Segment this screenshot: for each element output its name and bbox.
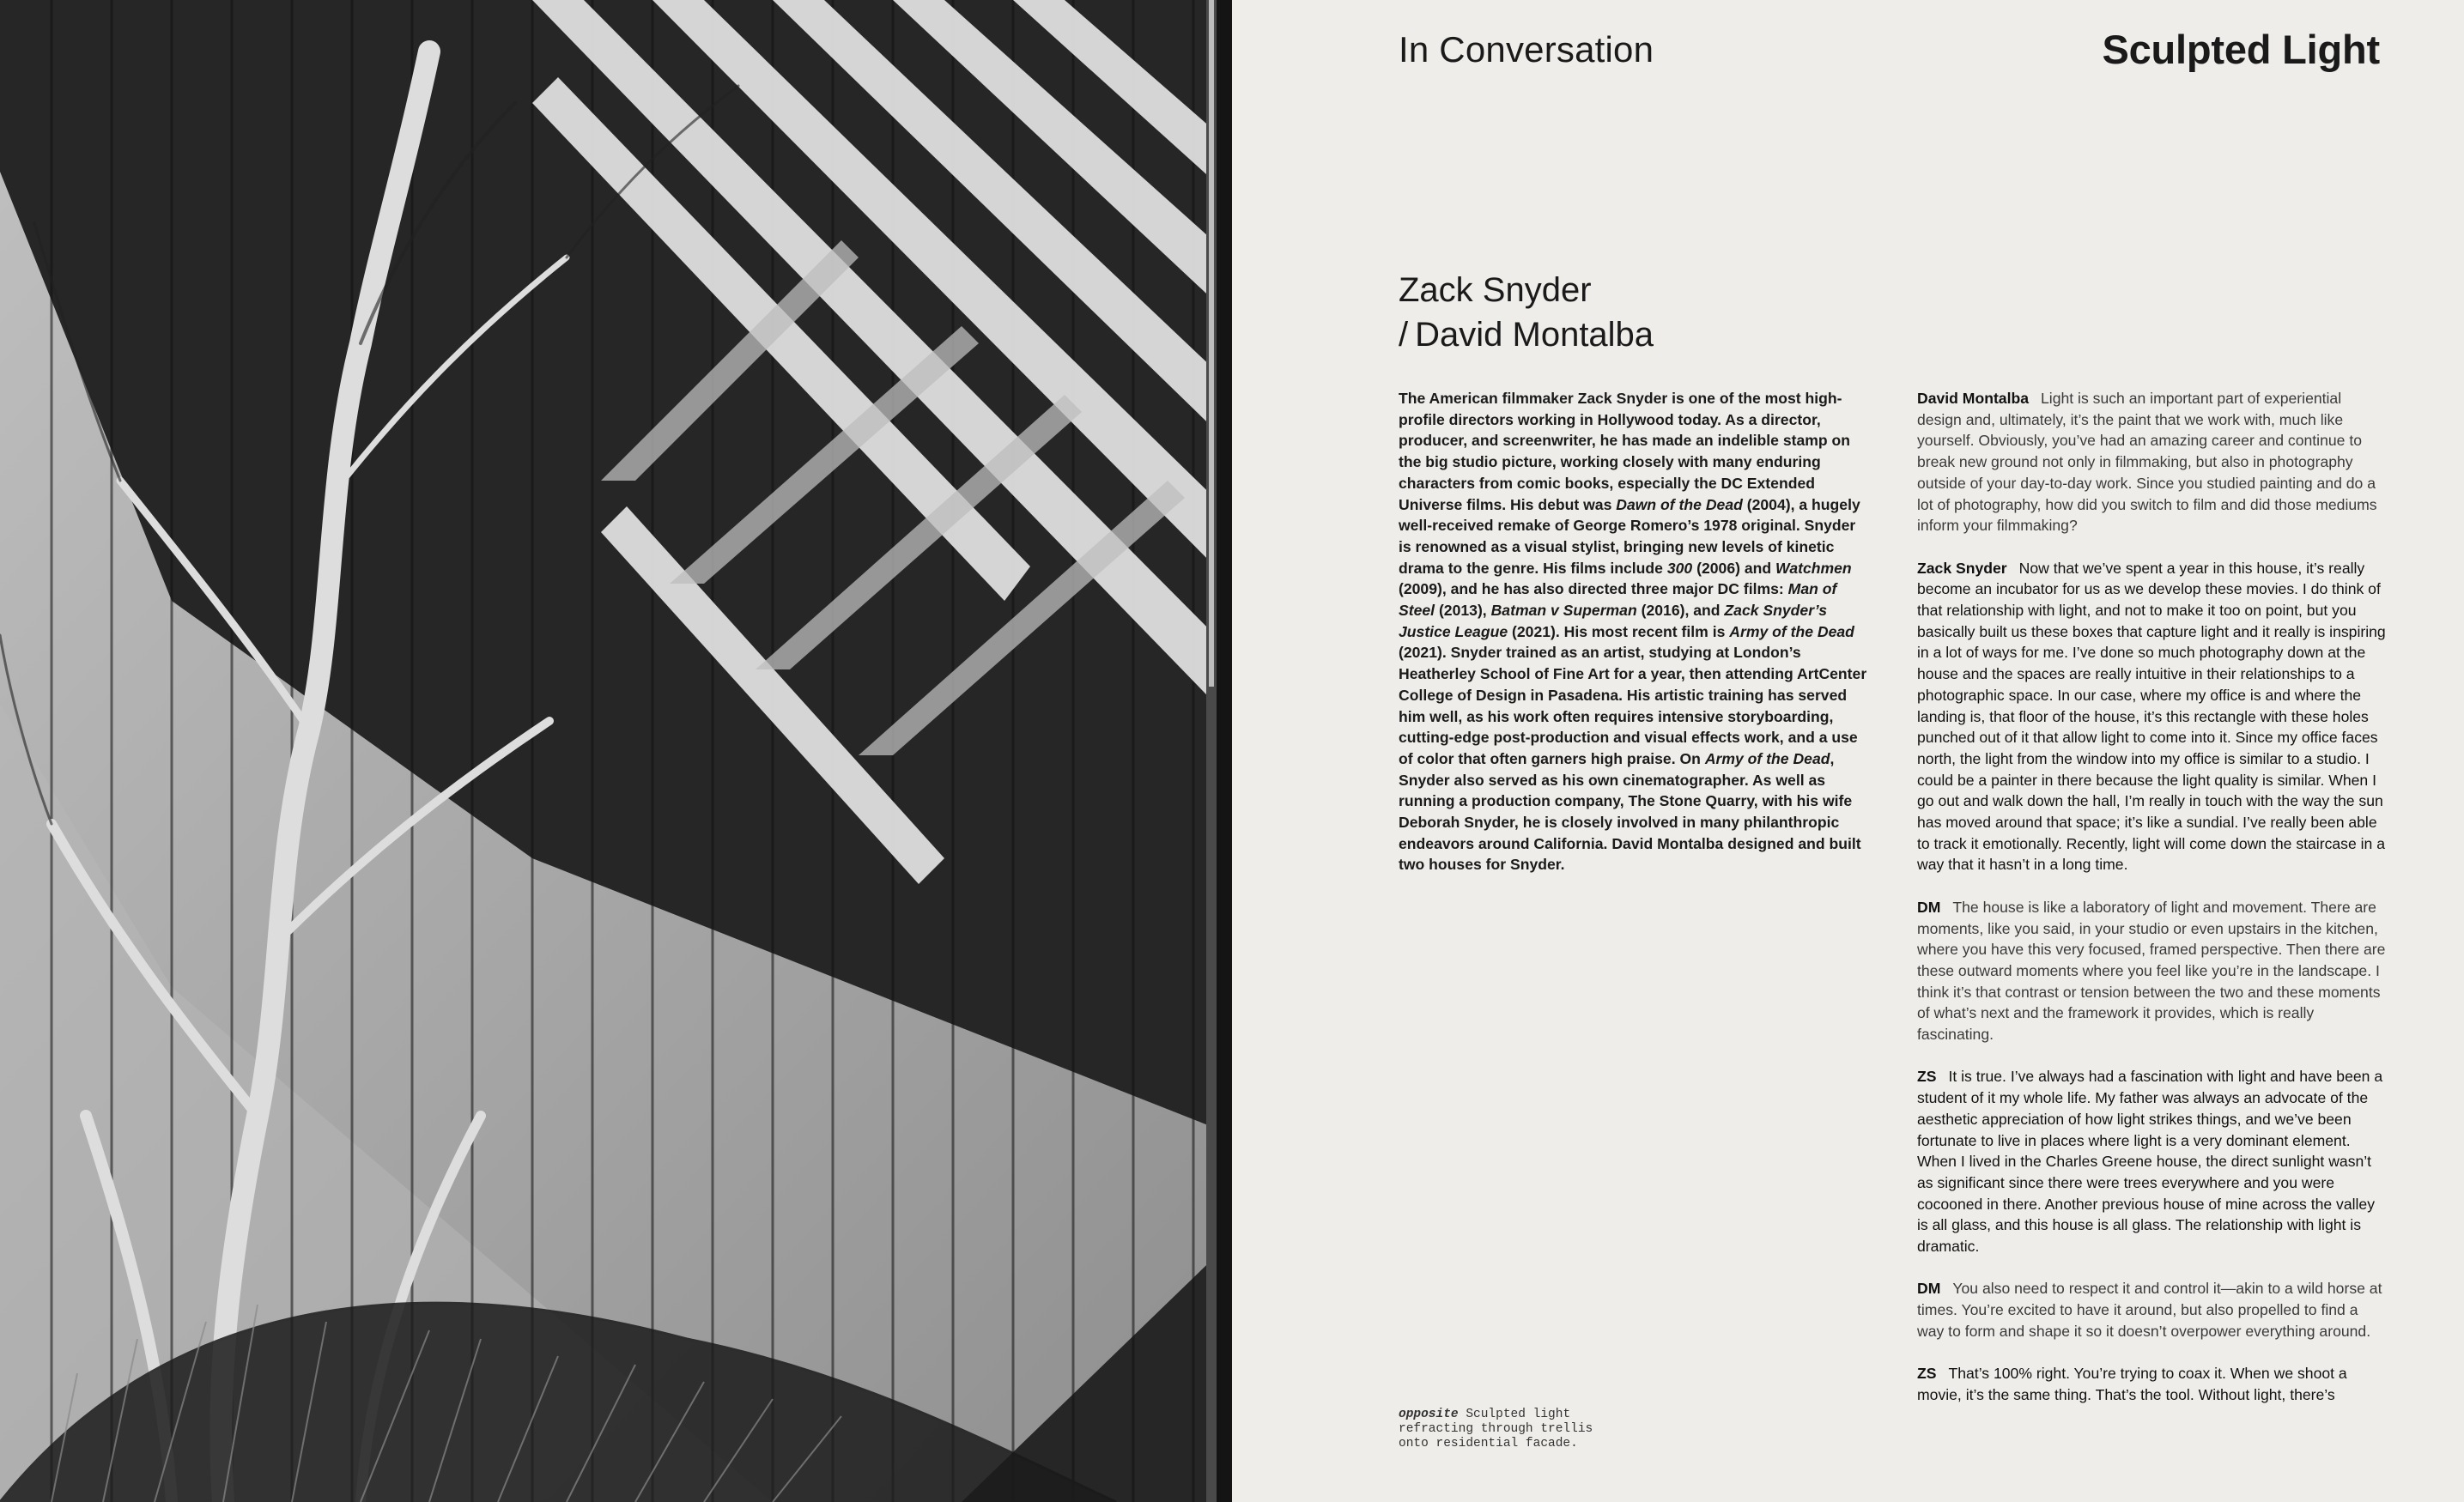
film-title: Army of the Dead xyxy=(1704,749,1830,767)
intro-text: (2009), and he has also directed three major DC films: xyxy=(1399,580,1788,598)
film-title: Army of the Dead xyxy=(1729,622,1854,640)
speaker-name: ZS xyxy=(1917,1365,1937,1383)
photo-caption xyxy=(1399,1408,1593,1451)
film-title: Man of Steel xyxy=(1399,580,1837,620)
film-title: Zack Snyder’s Justice League xyxy=(1399,602,1828,640)
dialogue-paragraph xyxy=(1917,388,2388,536)
film-title: Dawn of the Dead xyxy=(1616,495,1743,513)
dialogue-text: Light is such an important part of experiential design and, ultimately, it’s the paint that we work with, much like yourself. Obviously, you’ve had an amazing career and continue to break new ground not only in filmmaking, but also in photography outside of your day-to-day work. Since you studied painting and do a lot of photography, how did you switch to film and did those mediums inform your filmmaking? xyxy=(1917,390,2377,535)
article-page xyxy=(1232,0,2464,1502)
dialogue-text: You also need to respect it and control it—akin to a wild horse at times. You’re excited to have it around, but also propelled to find a way to form and shape it so it doesn’t overpower everything around. xyxy=(1917,1280,2382,1340)
name-line-2: / David Montalba xyxy=(1399,316,1654,354)
film-title: 300 xyxy=(1666,559,1693,577)
intro-text: (2006) and xyxy=(1692,559,1776,577)
dialogue-paragraph xyxy=(1917,1278,2388,1342)
intro-text: (2013), xyxy=(1435,602,1491,620)
speaker-name: DM xyxy=(1917,1280,1941,1298)
interview-names xyxy=(1399,268,1654,357)
dialogue-paragraph xyxy=(1917,1363,2388,1405)
caption-line: Sculpted light xyxy=(1458,1408,1571,1421)
film-title: Watchmen xyxy=(1775,559,1852,577)
dialogue-text: Now that we’ve spent a year in this house, it’s really become an incubator for us as we develop these movies. I do think of that relationship with light, and not to make it too on point, but you basically built us these boxes that capture light and it really is inspiring in a lot of ways for me. I’ve done so much photography down at the house and the spaces are really intuitive in their relationships to a photographic space. In our case, where my office is and where the landing is, that floor of the house, it’s this rectangle with these holes punched out of it that allow light to come into it. Since my office faces north, the light from the window into my office is similar to a studio. I could be a painter in there because the light quality is similar. When I go out and walk down the hall, I’m really in touch with the way the sun has moved around that space; it’s like a sundial. I’ve really been able to track it emotionally. Recently, light will come down the staircase in a way that it hasn’t in a long time. xyxy=(1917,559,2386,874)
section-label: In Conversation xyxy=(1399,29,1654,70)
intro-text: (2004), a hugely well-received remake of George Romero’s 1978 original. Snyder is renowned as a visual stylist, bringing new levels of kinetic drama to the genre. His films include xyxy=(1399,495,1860,577)
caption-label: opposite xyxy=(1399,1408,1459,1421)
caption-line: refracting through trellis xyxy=(1399,1422,1593,1436)
caption-line: onto residential facade. xyxy=(1399,1437,1578,1451)
speaker-name: ZS xyxy=(1917,1068,1937,1086)
intro-text: (2021). His most recent film is xyxy=(1508,622,1730,640)
intro-text: (2016), and xyxy=(1636,602,1725,620)
intro-text: The American filmmaker Zack Snyder is one of the most high-profile directors working in Hollywood today. As a director, producer, and screenwriter, he has made an indelible stamp on the big studio picture, working closely with many enduring characters from comic books, especially the DC Extended Universe films. His debut was xyxy=(1399,390,1851,513)
intro-text: , Snyder also served as his own cinematographer. As well as running a production company, The Stone Quarry, with his wife Deborah Snyder, he is closely involved in many philanthropic endeavors around California. David Montalba designed and built two houses for Snyder. xyxy=(1399,749,1861,874)
dialogue-text: It is true. I’ve always had a fascination with light and have been a student of it my whole life. My father was always an advocate of the aesthetic appreciation of how light strikes things, and we’ve been fortunate to live in places where light is a very dominant element. When I lived in the Charles Greene house, the direct sunlight wasn’t as significant since there were trees everywhere and you were cocooned in there. Another previous house of mine across the valley is all glass, and this house is all glass. The relationship with light is dramatic. xyxy=(1917,1068,2383,1256)
intro-paragraph xyxy=(1399,388,1869,875)
dialogue-text: The house is like a laboratory of light and movement. There are moments, like you said, in your studio or even upstairs in the kitchen, where you have this very focused, framed perspective. Then there are these outward moments where you feel like you’re in the landscape. I think it’s that contrast or tension between the two and these moments of what’s next and the framework it provides, which is really fascinating. xyxy=(1917,898,2386,1044)
film-title: Batman v Superman xyxy=(1490,602,1637,620)
name-line-1: Zack Snyder xyxy=(1399,271,1592,309)
intro-text: (2021). Snyder trained as an artist, studying at London’s Heatherley School of Fine Art for a year, then attending ArtCenter College of Design in Pasadena. His artistic training has served him well, as his work often requires intensive storyboarding, cutting-edge post-production and visual effects work, and a use of color that often garners high praise. On xyxy=(1399,644,1867,767)
speaker-name: Zack Snyder xyxy=(1917,559,2007,577)
interview-column xyxy=(1917,388,2388,1426)
publication-title: Sculpted Light xyxy=(2102,27,2380,72)
dialogue-paragraph xyxy=(1917,558,2388,876)
speaker-name: David Montalba xyxy=(1917,390,2030,407)
dialogue-text: That’s 100% right. You’re trying to coax it. When we shoot a movie, it’s the same thing. That’s the tool. Without light, there’s xyxy=(1917,1365,2347,1403)
dialogue-paragraph xyxy=(1917,897,2388,1045)
dialogue-paragraph xyxy=(1917,1066,2388,1257)
speaker-name: DM xyxy=(1917,898,1941,916)
